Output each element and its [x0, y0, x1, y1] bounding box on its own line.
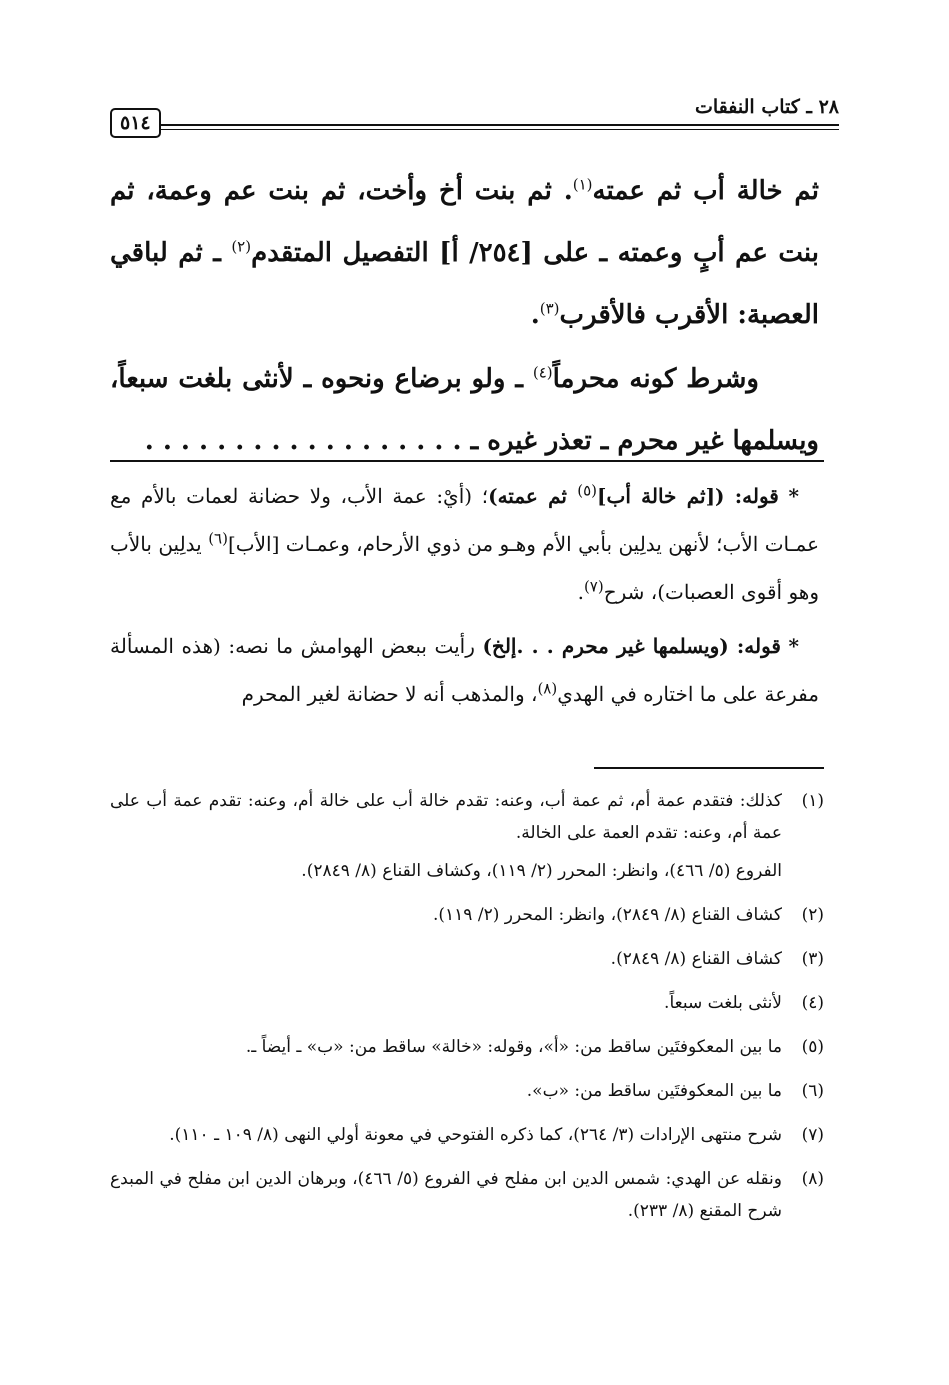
footnotes — [110, 785, 824, 1239]
footnote-ref: (٨) — [537, 679, 558, 698]
footnote-text: شرح منتهى الإرادات (٣/ ٢٦٤)، كما ذكره الفتوحي في معونة أولي النهى (٨/ ١٠٩ ـ ١١٠). — [169, 1125, 782, 1145]
commentary-paragraph-2: * قوله: (ويسلمها غير محرم . . .إلخ) رأيت ببعض الهوامش ما نصه: (هذه المسألة مفرعة على ما اختاره في الهدي$^{(٨)}$، والمذهب أنه لا حضانة لغير المحرم — [110, 634, 819, 706]
footnote-number: (٨) — [801, 1169, 824, 1189]
footnote-number: (١) — [801, 791, 824, 811]
footnote-text: كذلك: فتقدم عمة أم، ثم عمة أب، وعنه: تقدم خالة أب على خالة أم، وعنه: تقدم عمة أب على عمة أم، وعنه: تقدم العمة على الخالة. — [110, 791, 782, 843]
footnote-text: الفروع (٥/ ٤٦٦)، وانظر: المحرر (٢/ ١١٩)، وكشاف القناع (٨/ ٢٨٤٩). — [301, 861, 782, 881]
footnote-text: لأنثى بلغت سبعاً. — [664, 993, 782, 1013]
page-number: ٥١٤ — [110, 108, 161, 138]
header-rule — [158, 124, 839, 126]
footnote-text: ما بين المعكوفتَين ساقط من: «أ»، وقوله: «خالة» ساقط من: «ب» ـ أيضاً ـ. — [245, 1037, 782, 1057]
footnote-divider — [594, 767, 824, 769]
footnote-number: (٦) — [801, 1081, 824, 1101]
footnote-ref: (٢) — [231, 237, 252, 256]
footnote-8 — [110, 1163, 824, 1227]
footnote-1 — [110, 785, 824, 887]
main-text — [110, 160, 819, 472]
main-paragraph-1: ثم خالة أب ثم عمته$^{(١)}$. ثم بنت أخ وأخت، ثم بنت عم وعمة، ثم بنت عم أبٍ وعمته ـ على [٢٥٤/ أ] التفصيل المتقدم$^{(٢)}$ ـ ثم لباقي العصبة: الأقرب فالأقرب$^{(٣)}$. — [110, 175, 819, 330]
main-text-divider — [110, 460, 824, 462]
footnote-7 — [110, 1119, 824, 1151]
footnote-text: ونقله عن الهدي: شمس الدين ابن مفلح في الفروع (٥/ ٤٦٦)، وبرهان الدين ابن مفلح في المبدع شرح المقنع (٨/ ٢٣٣). — [110, 1169, 782, 1221]
main-paragraph-2: وشرط كونه محرماً$^{(٤)}$ ـ ولو برضاع ونحوه ـ لأنثى بلغت سبعاً، ويسلمها غير محرم ـ تعذر غيره ـ . . . . . . . . . . . . . . . . . . — [110, 363, 819, 456]
star-marker: * — [788, 484, 800, 508]
footnote-ref: (٤) — [532, 363, 553, 382]
footnote-number: (٤) — [801, 993, 824, 1013]
running-title: ٢٨ ـ كتاب النفقات — [689, 96, 839, 118]
commentary — [110, 472, 819, 718]
star-marker: * — [788, 634, 799, 658]
footnote-ref: (٦) — [208, 529, 228, 548]
footnote-text: ما بين المعكوفتَين ساقط من: «ب». — [526, 1081, 782, 1101]
page-header — [110, 96, 839, 142]
footnote-4 — [110, 987, 824, 1019]
footnote-number: (٢) — [801, 905, 824, 925]
footnote-text: كشاف القناع (٨/ ٢٨٤٩). — [610, 949, 782, 969]
footnote-ref: (٥) — [577, 481, 598, 500]
footnote-ref: (١) — [572, 175, 593, 194]
footnote-6 — [110, 1075, 824, 1107]
footnote-number: (٧) — [801, 1125, 824, 1145]
footnote-number: (٣) — [801, 949, 824, 969]
commentary-paragraph-1: * قوله: ([ثم خالة أب]$^{(٥)}$ ثم عمته)؛ (أيْ: عمة الأب، ولا حضانة لعمات بالأم مع عمـات الأب؛ لأنهن يدلِين بأبي الأم وهـو من ذوي الأرحام، وعمـات [الأب]$^{(٦)}$ يدلِين بالأب وهو أقوى العصبات)، شرح$^{(٧)}$. — [110, 481, 820, 604]
footnote-ref: (٧) — [583, 577, 604, 596]
footnote-text: كشاف القناع (٨/ ٢٨٤٩)، وانظر: المحرر (٢/ ١١٩). — [433, 905, 782, 925]
header-rule-thin — [158, 129, 839, 130]
footnote-number: (٥) — [801, 1037, 824, 1057]
footnote-2 — [110, 899, 824, 931]
footnote-5 — [110, 1031, 824, 1063]
footnote-3 — [110, 943, 824, 975]
footnote-ref: (٣) — [539, 299, 560, 318]
